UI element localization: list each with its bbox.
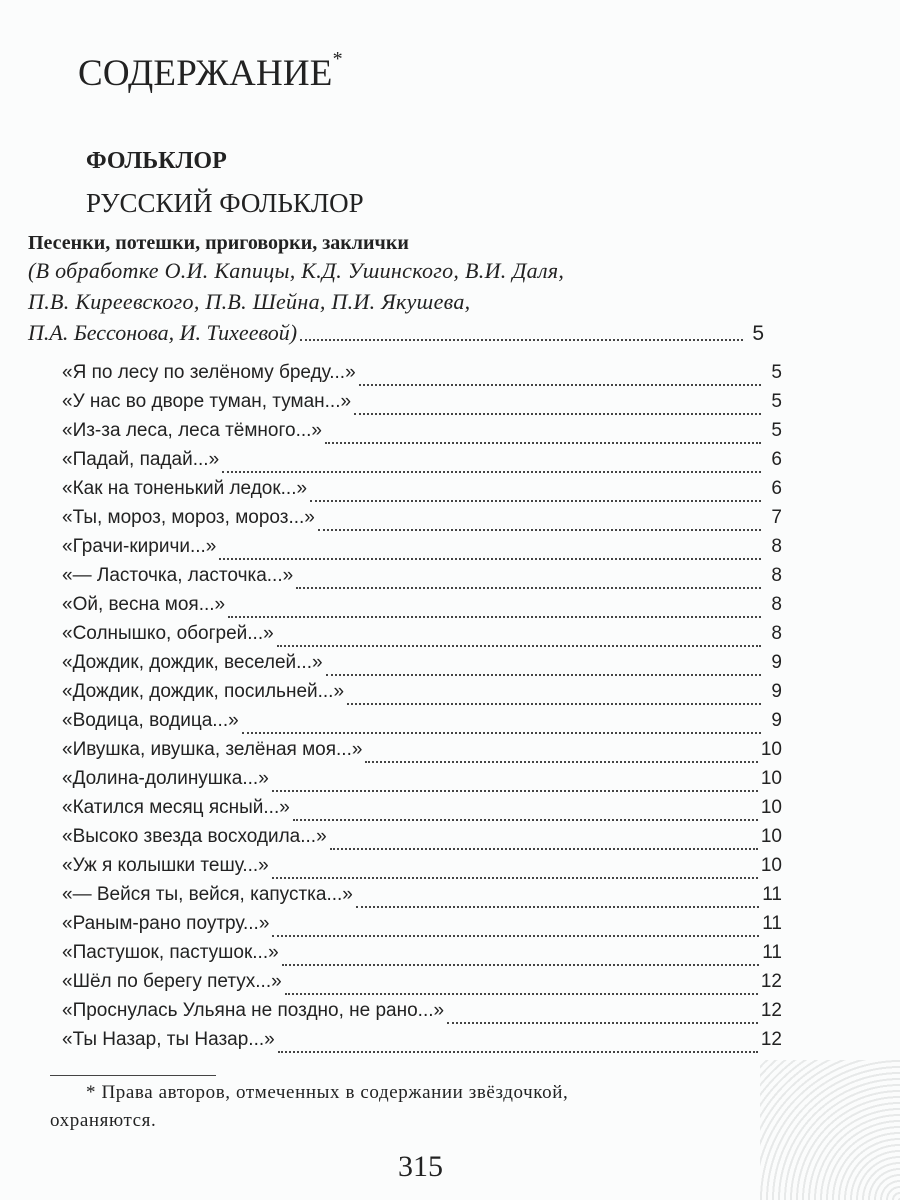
entry-title: «Уж я колышки тешу...» — [62, 855, 269, 876]
page-ref: 9 — [771, 652, 782, 673]
toc-entry[interactable] — [62, 1029, 782, 1058]
entry-title: «Ты Назар, ты Назар...» — [62, 1029, 275, 1050]
dot-leader — [359, 384, 761, 386]
page-number: 315 — [398, 1150, 443, 1183]
entry-title: «Шёл по берегу петух...» — [62, 971, 282, 992]
entry-title: «Водица, водица...» — [62, 710, 239, 731]
toc-entry[interactable] — [62, 420, 782, 449]
page-ref: 6 — [771, 478, 782, 499]
entry-title: «Пастушок, пастушок...» — [62, 942, 279, 963]
page-ref: 11 — [762, 884, 782, 905]
toc-entry[interactable] — [62, 391, 782, 420]
toc-entry[interactable] — [62, 768, 782, 797]
page-ref: 12 — [760, 1029, 782, 1050]
dot-leader — [296, 587, 761, 589]
page-ref: 10 — [760, 768, 782, 789]
entry-title: «Катился месяц ясный...» — [62, 797, 290, 818]
page-ref: 10 — [760, 739, 782, 760]
page-ref: 8 — [771, 565, 782, 586]
page-ref: 8 — [771, 623, 782, 644]
section-note-line: П.А. Бессонова, И. Тихеевой) — [28, 320, 298, 345]
entry-title: «— Ласточка, ласточка...» — [62, 565, 294, 586]
subpart-heading: РУССКИЙ ФОЛЬКЛОР — [86, 188, 364, 218]
dot-leader — [272, 877, 758, 879]
toc-entry[interactable] — [62, 826, 782, 855]
dot-leader — [300, 339, 743, 341]
page-ref: 7 — [771, 507, 782, 528]
toc-entry[interactable] — [62, 855, 782, 884]
toc-entry[interactable] — [62, 652, 782, 681]
toc-entry[interactable] — [62, 478, 782, 507]
dot-leader — [285, 993, 758, 995]
entry-title: «Долина-долинушка...» — [62, 768, 269, 789]
footnote-mark: * — [332, 48, 343, 70]
part-heading: ФОЛЬКЛОР — [86, 148, 227, 174]
entry-title: «Дождик, дождик, веселей...» — [62, 652, 323, 673]
toc-entry[interactable] — [62, 971, 782, 1000]
entry-title: «Ивушка, ивушка, зелёная моя...» — [62, 739, 363, 760]
page-ref: 12 — [760, 971, 782, 992]
dot-leader — [242, 732, 761, 734]
page-ref: 12 — [760, 1000, 782, 1021]
dot-leader — [272, 790, 758, 792]
page-ref: 10 — [760, 797, 782, 818]
dot-leader — [447, 1022, 758, 1024]
toc-entry[interactable] — [62, 710, 782, 739]
toc-entry[interactable] — [62, 739, 782, 768]
toc-entry[interactable] — [62, 913, 782, 942]
toc-entry[interactable] — [62, 884, 782, 913]
dot-leader — [354, 413, 761, 415]
entry-title: «Я по лесу по зелёному бреду...» — [62, 362, 356, 383]
dot-leader — [222, 471, 761, 473]
toc-entries — [62, 362, 782, 1058]
toc-entry[interactable] — [62, 362, 782, 391]
dot-leader — [325, 442, 761, 444]
section-note-line: П.В. Киреевского, П.В. Шейна, П.И. Якушева, — [28, 289, 471, 314]
page-ref: 10 — [760, 855, 782, 876]
entry-title: «Проснулась Ульяна не поздно, не рано...» — [62, 1000, 445, 1021]
toc-entry[interactable] — [62, 623, 782, 652]
dot-leader — [272, 935, 759, 937]
page-ref: 5 — [771, 420, 782, 441]
page-ref: 5 — [771, 362, 782, 383]
page-title — [78, 48, 343, 95]
section-heading: Песенки, потешки, приговорки, заклички — [28, 232, 409, 254]
toc-entry[interactable] — [62, 797, 782, 826]
entry-title: «Как на тоненький ледок...» — [62, 478, 308, 499]
entry-title: «Из-за леса, леса тёмного...» — [62, 420, 322, 441]
section-note-entry[interactable] — [28, 320, 764, 346]
dot-leader — [365, 761, 757, 763]
toc-entry[interactable] — [62, 536, 782, 565]
dot-leader — [356, 906, 759, 908]
dot-leader — [277, 645, 761, 647]
dot-leader — [330, 848, 758, 850]
page-ref: 9 — [771, 681, 782, 702]
footnote-divider — [50, 1075, 216, 1076]
entry-title: «У нас во дворе туман, туман...» — [62, 391, 352, 412]
page-ref: 8 — [771, 594, 782, 615]
toc-entry[interactable] — [62, 942, 782, 971]
entry-title: «Дождик, дождик, посильней...» — [62, 681, 345, 702]
dot-leader — [318, 529, 761, 531]
entry-title: «— Вейся ты, вейся, капустка...» — [62, 884, 353, 905]
footnote-text: охраняются. — [50, 1110, 157, 1131]
dot-leader — [326, 674, 761, 676]
toc-entry[interactable] — [62, 1000, 782, 1029]
dot-leader — [293, 819, 758, 821]
page-ref: 5 — [752, 322, 764, 345]
toc-entry[interactable] — [62, 449, 782, 478]
entry-title: «Высоко звезда восходила...» — [62, 826, 327, 847]
decorative-swirl — [760, 1060, 900, 1200]
page-ref: 8 — [771, 536, 782, 557]
entry-title: «Ой, весна моя...» — [62, 594, 226, 615]
entry-title: «Солнышко, обогрей...» — [62, 623, 274, 644]
entry-title: «Ты, мороз, мороз, мороз...» — [62, 507, 315, 528]
toc-entry[interactable] — [62, 565, 782, 594]
page-ref: 5 — [771, 391, 782, 412]
toc-entry[interactable] — [62, 681, 782, 710]
entry-title: «Падай, падай...» — [62, 449, 220, 470]
dot-leader — [228, 616, 761, 618]
footnote-text: * Права авторов, отмеченных в содержании звёздочкой, — [86, 1082, 569, 1103]
page-ref: 6 — [771, 449, 782, 470]
dot-leader — [282, 964, 760, 966]
entry-title: «Грачи-киричи...» — [62, 536, 217, 557]
dot-leader — [347, 703, 761, 705]
dot-leader — [310, 500, 761, 502]
dot-leader — [219, 558, 761, 560]
page-ref: 11 — [762, 913, 782, 934]
page-ref: 11 — [762, 942, 782, 963]
toc-entry[interactable] — [62, 507, 782, 536]
section-note-line: (В обработке О.И. Капицы, К.Д. Ушинского, В.И. Даля, — [28, 258, 565, 283]
page-ref: 10 — [760, 826, 782, 847]
dot-leader — [278, 1051, 758, 1053]
toc-entry[interactable] — [62, 594, 782, 623]
page-ref: 9 — [771, 710, 782, 731]
entry-title: «Раным-рано поутру...» — [62, 913, 270, 934]
title-text: СОДЕРЖАНИЕ — [78, 53, 333, 94]
